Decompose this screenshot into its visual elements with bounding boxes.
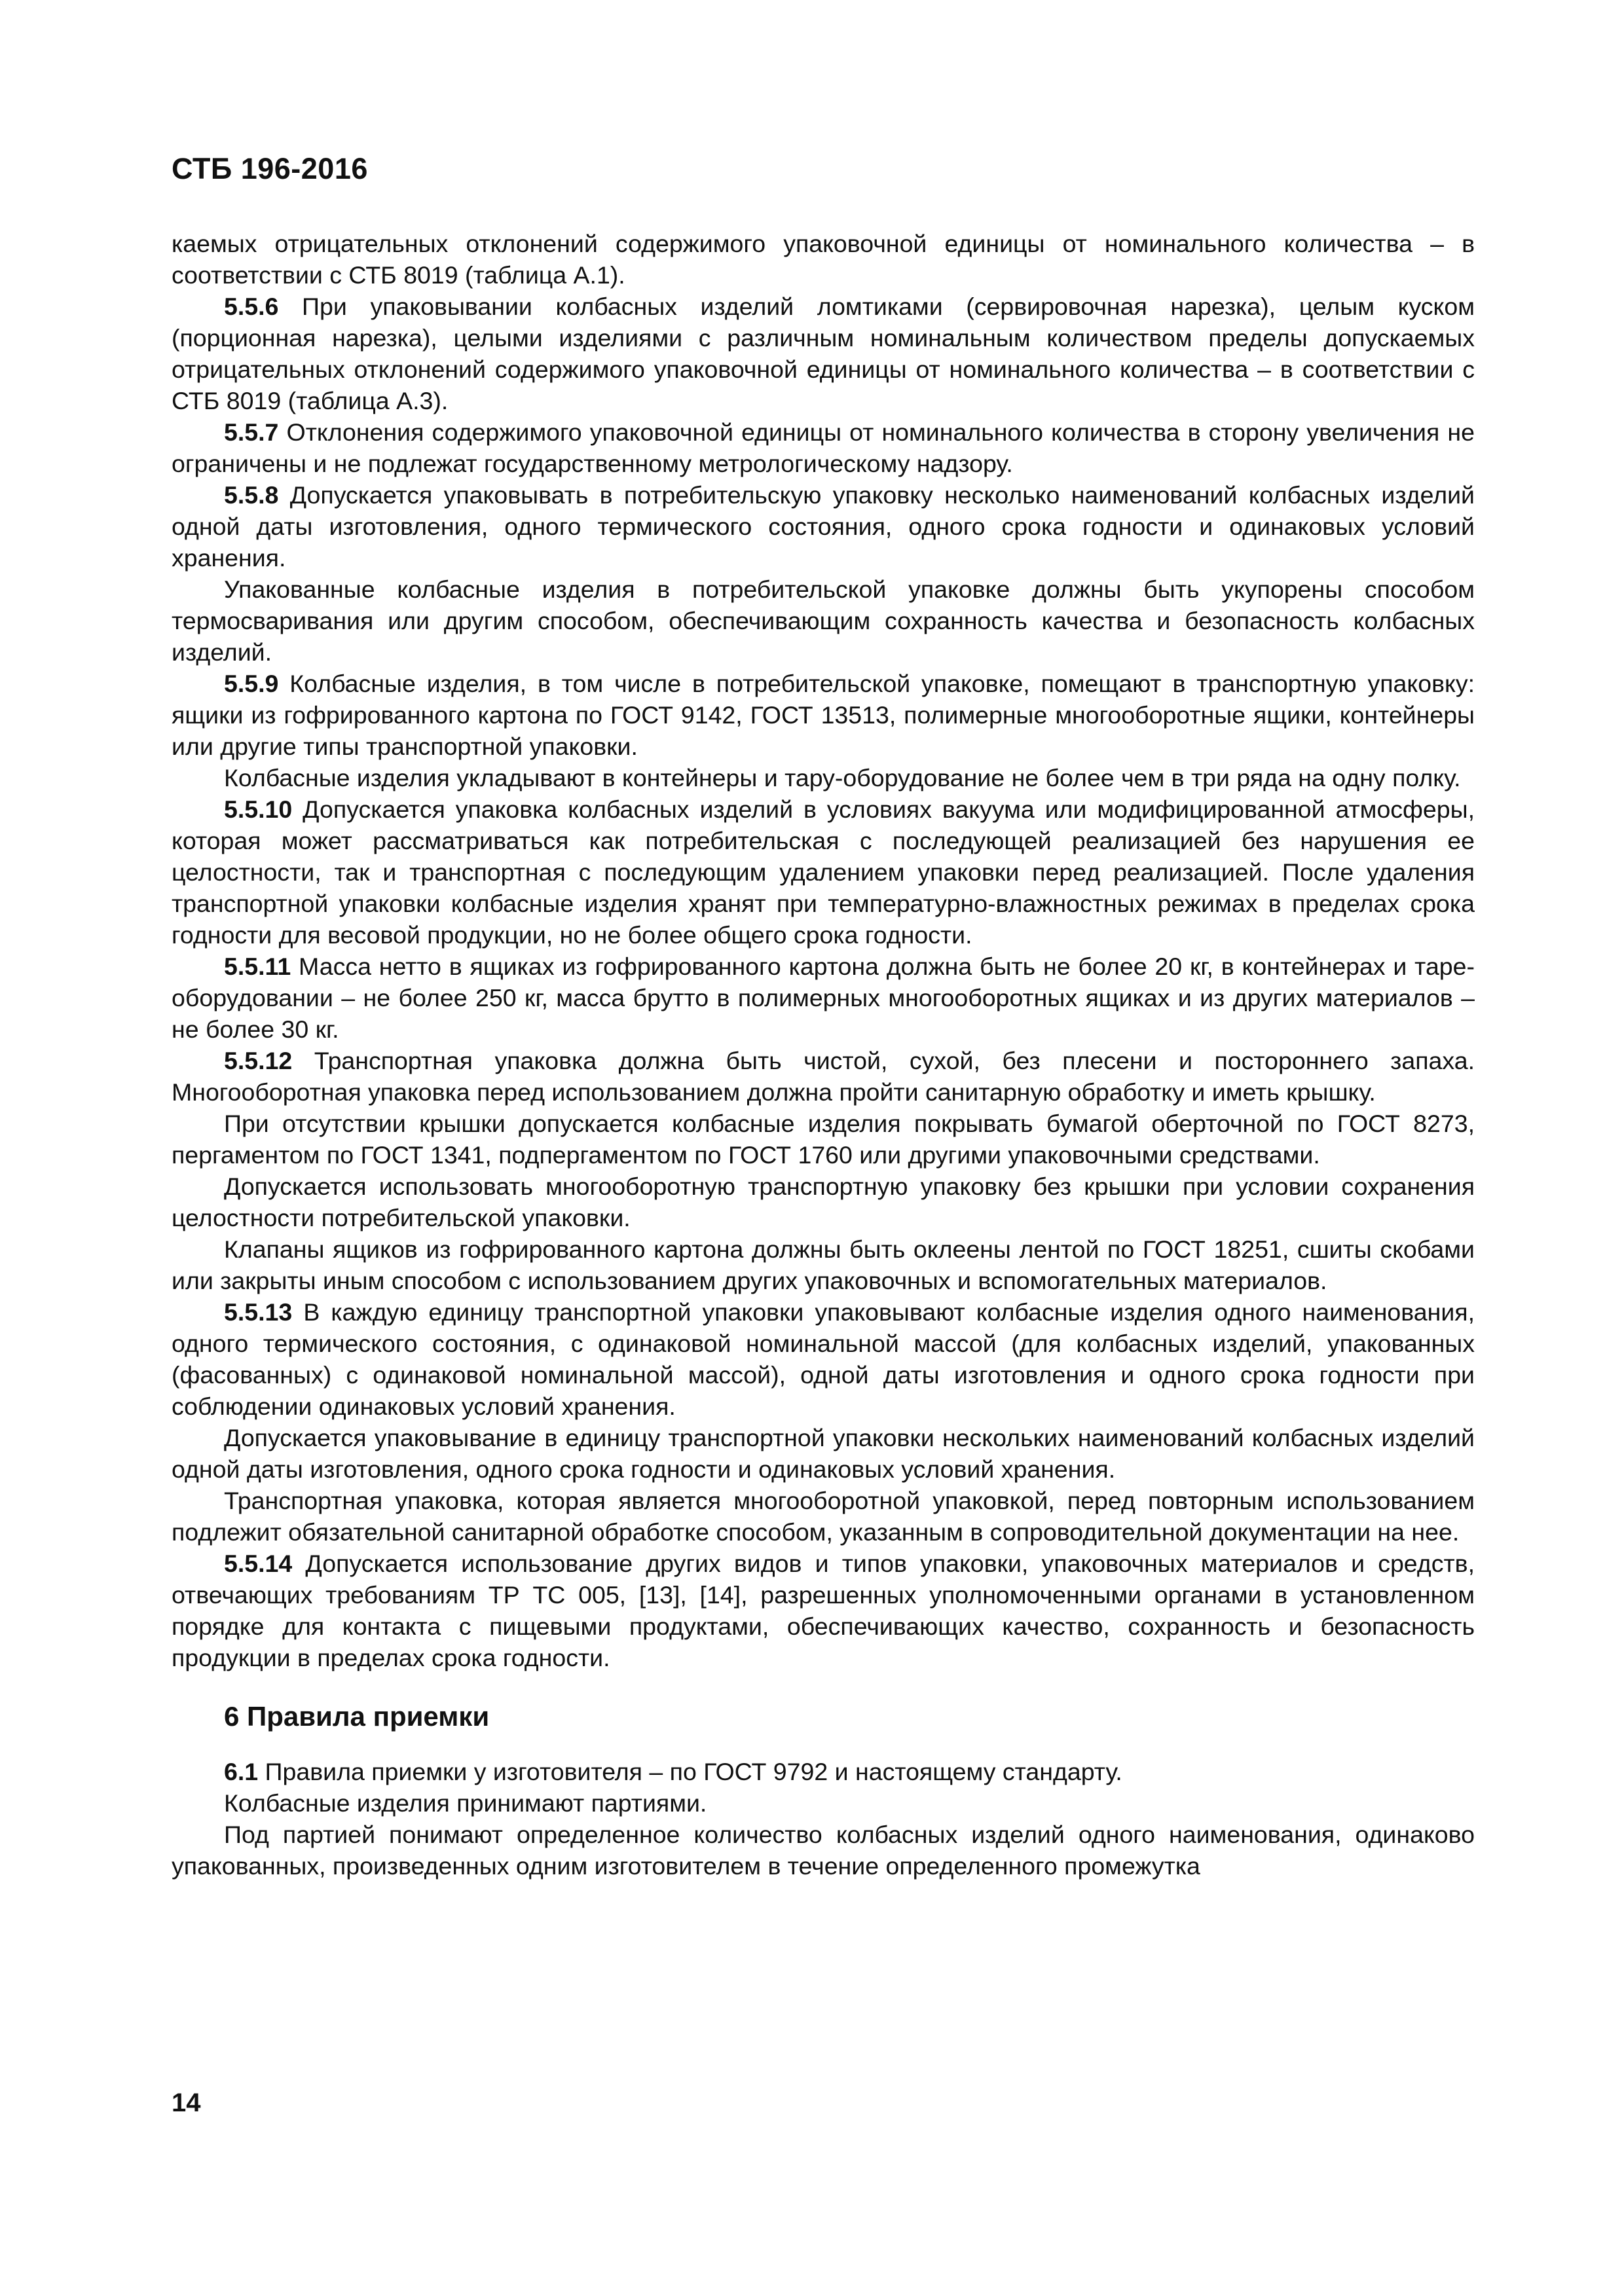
paragraph-continuation (172, 228, 1475, 291)
paragraph-text: Колбасные изделия укладывают в контейнеры и тару-оборудование не более чем в три ряда на одну полку. (224, 764, 1461, 792)
paragraph-text: Масса нетто в ящиках из гофрированного картона должна быть не более 20 кг, в контейнерах и таре-оборудовании – не более 250 кг, масса брутто в полимерных многооборотных ящиках и из других материалов – не более 30 кг. (172, 953, 1475, 1043)
paragraph-text: Допускается упаковывать в потребительскую упаковку несколько наименований колбасных изделий одной даты изготовления, одного термического состояния, одного срока годности и одинаковых условий хранения. (172, 481, 1475, 572)
page-number: 14 (172, 2088, 201, 2117)
clause-number: 5.5.10 (224, 795, 293, 823)
paragraph-5-5-14 (172, 1548, 1475, 1673)
paragraph-text: Колбасные изделия, в том числе в потребительской упаковке, помещают в транспортную упаковку: ящики из гофрированного картона по ГОСТ 9142, ГОСТ 13513, полимерные многооборотные ящики, контейнеры или другие типы транспортной упаковки. (172, 670, 1475, 760)
paragraph-text: При отсутствии крышки допускается колбасные изделия покрывать бумагой оберточной по ГОСТ 8273, пергаментом по ГОСТ 1341, подпергаментом по ГОСТ 1760 или другими упаковочными средствами. (172, 1110, 1475, 1169)
paragraph-5-5-6 (172, 291, 1475, 416)
paragraph-6-1 (172, 1756, 1475, 1787)
paragraph-5-5-13 (172, 1296, 1475, 1422)
paragraph-text: Клапаны ящиков из гофрированного картона должны быть оклеены лентой по ГОСТ 18251, сшиты скобами или закрыты иным способом с использованием других упаковочных и вспомогательных материалов. (172, 1235, 1475, 1294)
paragraph-text: Транспортная упаковка, которая является многооборотной упаковкой, перед повторным использованием подлежит обязательной санитарной обработке способом, указанным в сопроводительной документации на нее. (172, 1487, 1475, 1546)
paragraph-text: Допускается использование других видов и типов упаковки, упаковочных материалов и средств, отвечающих требованиям ТР ТС 005, [13], [14], разрешенных уполномоченными органами в установленном порядке для контакта с пищевыми продуктами, обеспечивающих качество, сохранность и безопасность продукции в пределах срока годности. (172, 1550, 1475, 1671)
paragraph-text: Колбасные изделия принимают партиями. (224, 1789, 707, 1817)
paragraph-batch-definition (172, 1819, 1475, 1882)
clause-number: 5.5.11 (224, 953, 291, 980)
paragraph-text: Под партией понимают определенное количество колбасных изделий одного наименования, одинаково упакованных, произведенных одним изготовителем в течение определенного промежутка (172, 1821, 1475, 1880)
paragraph-no-lid-permitted (172, 1171, 1475, 1233)
paragraph-text: В каждую единицу транспортной упаковки упаковывают колбасные изделия одного наименования, одного термического состояния, с одинаковой номинальной массой (для колбасных изделий, упакованных (фасованных) с одинаковой номинальной массой), одной даты изготовления и одного срока годности при соблюдении одинаковых условий хранения. (172, 1298, 1475, 1420)
paragraph-text: Транспортная упаковка должна быть чистой, сухой, без плесени и постороннего запаха. Многооборотная упаковка перед использованием должна пройти санитарную обработку и иметь крышку. (172, 1047, 1475, 1106)
paragraph-box-flaps (172, 1233, 1475, 1296)
clause-number: 6.1 (224, 1758, 259, 1785)
section-heading: 6 Правила приемки (224, 1701, 490, 1732)
paragraph-5-5-12 (172, 1045, 1475, 1108)
clause-number: 5.5.12 (224, 1047, 293, 1074)
paragraph-5-5-9 (172, 668, 1475, 762)
paragraph-text: Допускается упаковка колбасных изделий в условиях вакуума или модифицированной атмосферы, которая может рассматриваться как потребительская с последующей реализацией без нарушения ее целостности, так и транспортная с последующим удалением упаковки перед реализацией. После удаления транспортной упаковки колбасные изделия хранят при температурно-влажностных режимах в пределах срока годности для весовой продукции, но не более общего срока годности. (172, 795, 1475, 949)
paragraph-reusable-packaging (172, 1485, 1475, 1548)
paragraph-text: Упакованные колбасные изделия в потребительской упаковке должны быть укупорены способом термосваривания или другим способом, обеспечивающим сохранность качества и безопасность колбасных изделий. (172, 575, 1475, 666)
paragraph-packed-sealing (172, 574, 1475, 668)
paragraph-5-5-8 (172, 479, 1475, 574)
paragraph-5-5-10 (172, 793, 1475, 951)
paragraph-text: Правила приемки у изготовителя – по ГОСТ 9792 и настоящему стандарту. (258, 1758, 1122, 1785)
document-code-header: СТБ 196-2016 (172, 152, 368, 185)
clause-number: 5.5.13 (224, 1298, 293, 1326)
clause-number: 5.5.6 (224, 293, 279, 320)
clause-number: 5.5.8 (224, 481, 279, 509)
paragraph-text: При упаковывании колбасных изделий ломтиками (сервировочная нарезка), целым куском (порционная нарезка), целыми изделиями с различным номинальным количеством пределы допускаемых отрицательных отклонений содержимого упаковочной единицы от номинального количества – в соответствии с СТБ 8019 (таблица А.3). (172, 293, 1475, 414)
clause-number: 5.5.7 (224, 418, 279, 446)
paragraph-multiple-names (172, 1422, 1475, 1485)
paragraph-batches (172, 1787, 1475, 1819)
clause-number: 5.5.14 (224, 1550, 293, 1577)
document-body (172, 228, 1475, 1882)
paragraph-no-lid-covering (172, 1108, 1475, 1171)
paragraph-text: Отклонения содержимого упаковочной единицы от номинального количества в сторону увеличения не ограничены и не подлежат государственному метрологическому надзору. (172, 418, 1475, 477)
paragraph-text: Допускается использовать многооборотную транспортную упаковку без крышки при условии сохранения целостности потребительской упаковки. (172, 1173, 1475, 1231)
paragraph-5-5-11 (172, 951, 1475, 1045)
paragraph-text: каемых отрицательных отклонений содержимого упаковочной единицы от номинального количества – в соответствии с СТБ 8019 (таблица А.1). (172, 230, 1475, 289)
paragraph-text: Допускается упаковывание в единицу транспортной упаковки нескольких наименований колбасных изделий одной даты изготовления, одного срока годности и одинаковых условий хранения. (172, 1424, 1475, 1483)
clause-number: 5.5.9 (224, 670, 279, 697)
paragraph-5-5-7 (172, 416, 1475, 479)
paragraph-stacking-rows (172, 762, 1475, 793)
